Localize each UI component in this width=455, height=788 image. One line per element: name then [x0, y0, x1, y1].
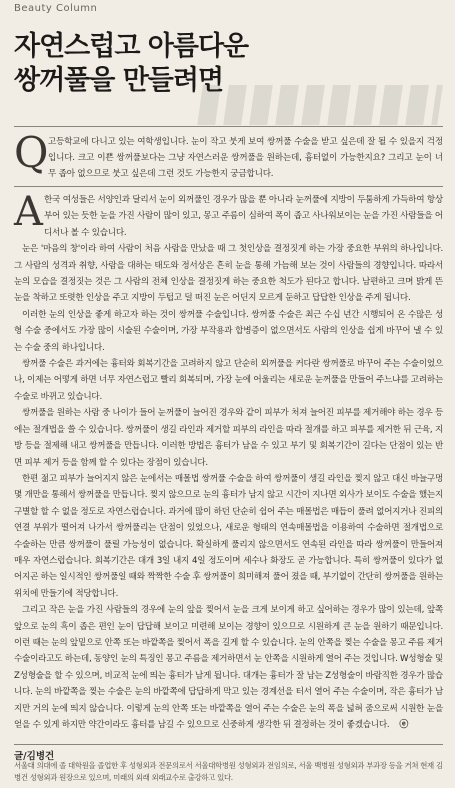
bleed-through-shadow — [197, 85, 443, 125]
answer-paragraph-text: 그리고 작은 눈을 가진 사람들의 경우에 눈의 앞을 찢어서 눈을 크게 보이게 하고 싶어하는 경우가 많이 있는데, 앞쪽 앞으로 눈의 흑이 좁은 편인 눈이 답답해 보이고 미련해 보이는 경향이 있으므로 시원하게 큰 눈을 원하기 때문입니다. 이런 때는 눈의 앞밑으로 안쪽 또는 바깥쪽을 찢어서 폭을 길게 할 수 있습니다. 눈의 안쪽을 찢는 수술을 몽고 주름 제거 수술이라고도 하는데, 동양인 눈의 특징인 몽고 주름을 제거하면서 눈 안쪽을 시원하게 열어 주는 것입니다. W성형술 및 Z성형술을 할 수 있으며, 비교적 눈에 띄는 흉터가 남게 됩니다. 대개는 흉터가 잘 남는 Z성형술이 바람직한 경우가 많습니다. 눈의 바깥쪽을 찢는 수술은 눈의 바깥쪽에 답답하게 막고 있는 경계선을 터서 열어 주는 수술이며, 작은 흉터가 남지만 거의 눈에 띄지 않습니다. 이렇게 눈의 안쪽 또는 바깥쪽을 열어 주는 수술은 눈의 폭을 넓혀 줌으로써 시원한 눈을 얻을 수 있게 하지만 약간이라도 흉터를 남길 수 있으므로 신중하게 생각한 뒤 결정하는 것이 좋겠습니다. — [14, 605, 443, 730]
author-bio: 서울대 의대에 졸 대학원을 졸업한 후 성형외과 전문의로서 서울대학병원 성형외과 전임의로, 서울 백병원 성형외과 부과장 등을 거쳐 현재 김병건 성형외과 원장으로 있으며, 미래의 외래 외래교수로 출강하고 있다. — [14, 761, 443, 782]
answer-dropcap: A — [14, 189, 43, 235]
answer-paragraph-last — [14, 602, 443, 733]
top-divider — [14, 126, 443, 127]
bottom-divider — [14, 744, 443, 745]
end-mark-icon: ⓔ — [399, 720, 409, 730]
article-title-line-2: 쌍꺼풀을 만들려면 — [14, 65, 224, 96]
answer-paragraph: 눈은 '마음의 창'이라 하여 사람이 처음 사람을 만났을 때 그 첫인상을 결정짓게 하는 가장 중요한 부위의 하나입니다. 그 사람의 성격과 취향, 사람을 대하는 태도와 정서상은 흔히 눈을 통해 가늠해 보는 것이 사람들의 경향입니다. 따라서 눈의 모습을 결정짓는 것은 그 사람의 전체 인상을 결정짓게 하는 중요한 척도가 된다고 합니다. 남편하고 크며 밝게 뜬눈을 착하고 또렷한 인상을 주고 지방이 두텁고 덜 떠진 눈은 어딘지 모르게 둔하고 답답한 인상을 주게 됩니다. — [14, 244, 443, 304]
answer-section — [14, 189, 443, 733]
answer-paragraph: 쌍꺼풀 수술은 과거에는 흉터와 회복기간을 고려하지 않고 단순히 외꺼풀을 커다란 쌍꺼풀로 바꾸어 주는 수술이었으나, 이제는 어떻게 하면 너무 자연스럽고 빨리 회복되며, 가장 눈에 어울리는 새로운 눈꺼풀을 만들어 주느냐를 고려하는 수술로 바뀌고 있습니다. — [14, 359, 443, 402]
question-section — [14, 128, 443, 182]
middle-divider — [14, 186, 443, 187]
author-credit: 글/김병건 — [14, 751, 55, 762]
answer-body — [14, 189, 443, 733]
answer-paragraph: 이러한 눈의 인상을 좋게 하고자 하는 것이 쌍꺼풀 수술입니다. 쌍꺼풀 수술은 최근 수십 년간 시행되어 온 수많은 성형 수술 중에서도 가장 많이 시술된 수술이며, 가장 부작용과 합병증이 없으면서도 사람의 인상을 쉽게 바꾸어 낼 수 있는 수술 중의 하나입니다. — [14, 309, 443, 353]
answer-paragraph: 쌍꺼풀을 원하는 사람 중 나이가 들어 눈꺼풀이 늘어진 경우와 같이 피부가 처져 늘어진 피부를 제거해야 하는 경우 등에는 절개법을 쓸 수 있습니다. 쌍꺼풀이 생길 라인과 제거할 피부의 라인을 따라 절개를 하고 피부를 제거한 뒤 근육, 지방 등을 절제해 내고 쌍꺼풀을 만듭니다. 이러한 방법은 흉터가 남을 수 있고 부기 및 회복기간이 길다는 단점이 있는 반면 피부 제거 등을 함께 할 수 있다는 장점이 있습니다. — [14, 408, 443, 468]
column-label: Beauty Column — [14, 3, 98, 14]
question-text: 고등학교에 다니고 있는 여학생입니다. 눈이 작고 붓게 보여 쌍꺼풀 수술을 받고 싶은데 잘 될 수 있을지 걱정입니다. 크고 이쁜 쌍꺼풀보다는 그냥 자연스러운 쌍꺼풀을 원하는데, 흉터없이 가능한지요? 그리고 눈이 너무 좁아 없으므로 붓고 싶은데 그런 것도 가능한지 궁금합니다. — [48, 137, 443, 179]
answer-paragraph: 한편 젊고 피부가 늘어지지 않은 눈에서는 매몰법 쌍꺼풀 수술을 하여 쌍꺼풀이 생길 라인을 찢지 않고 대신 바늘구멍 몇 개만을 통해서 쌍꺼풀을 만듭니다. 찢지 않으므로 눈의 흉터가 남지 않고 시간이 지나면 외사가 보이도 수술을 했는지 구별할 할 수 없을 정도로 자연스럽습니다. 과거에 많이 하던 단순히 쉽어 주는 매몰법은 매듭이 풀려 없어지거나 진피의 연결 부위가 떨어져 나가서 쌍꺼풀리는 단점이 있었으나, 새로운 형태의 연속매몰법을 이용하여 수술하면 절개법으로 수술하는 만큼 쌍꺼풀이 풀릴 가능성이 없습니다. 확실하게 풀리지 않으면서도 연속된 라인을 따라 쌍꺼풀이 만들어져 매우 자연스럽습니다. 회복기간은 대개 3일 내지 4일 정도이며 세수나 화장도 곧 가능합니다. 특히 쌍꺼풀이 있다가 없어지곤 하는 일시적인 쌍꺼풀일 때와 짝짝한 수술 후 쌍꺼풀이 희미해져 풀어 졌을 때, 부기없이 간단히 쌍꺼풀을 원하는 위치에 만들기에 적당합니다. — [14, 473, 443, 599]
article-title-line-1: 자연스럽고 아름다운 — [14, 31, 249, 62]
answer-paragraph: 한국 여성들은 서양인과 달리서 눈이 외꺼풀인 경우가 많을 뿐 아니라 눈꺼풀에 지방이 두툼하게 가득하여 항상 부어 있는 듯한 눈을 가진 사람이 많이 있고, 몽고 주름이 심하여 폭이 좁고 사나워보이는 눈을 가진 사람들을 어디서나 볼 수 있습니다. — [44, 195, 443, 238]
question-dropcap: Q — [14, 128, 49, 177]
